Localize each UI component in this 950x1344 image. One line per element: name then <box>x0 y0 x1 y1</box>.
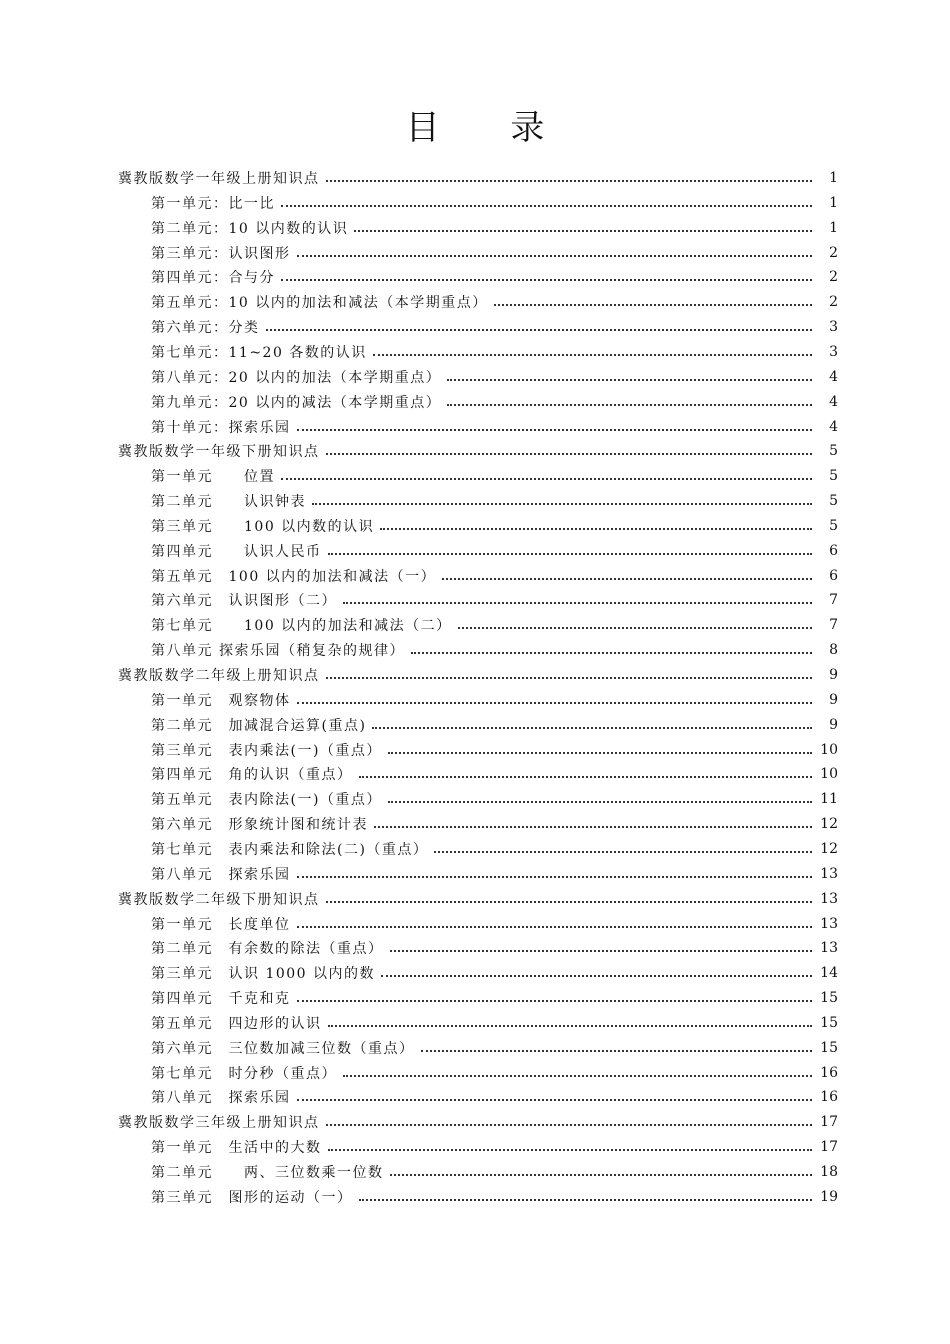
toc-unit-entry[interactable] <box>151 415 838 439</box>
toc-leader-dots <box>390 1174 813 1176</box>
toc-unit-entry[interactable] <box>151 365 838 389</box>
toc-entry-label: 第一单元 生活中的大数 <box>151 1140 322 1157</box>
toc-unit-entry[interactable] <box>151 265 838 289</box>
toc-entry-label: 第八单元：20 以内的加法（本学期重点） <box>151 369 442 386</box>
page-title: 目 录 <box>405 108 575 148</box>
toc-entry-page: 12 <box>820 816 838 833</box>
toc-entry-page: 13 <box>820 915 838 932</box>
toc-unit-entry[interactable] <box>151 588 838 612</box>
toc-entry-page: 1 <box>829 170 838 186</box>
toc-unit-entry[interactable] <box>151 1085 838 1109</box>
toc-entry-label: 第一单元 长度单位 <box>151 916 291 933</box>
toc-entry-page: 11 <box>820 791 838 808</box>
toc-leader-dots <box>326 1124 813 1126</box>
toc-leader-dots <box>388 752 812 754</box>
toc-leader-dots <box>297 255 813 257</box>
toc-entry-page: 15 <box>820 1014 838 1031</box>
toc-entry-page: 6 <box>829 542 838 559</box>
toc-entry-label: 第五单元 表内除法(一)（重点） <box>151 792 382 809</box>
toc-unit-entry[interactable] <box>151 315 838 339</box>
toc-unit-entry[interactable] <box>151 1011 838 1035</box>
toc-entry-page: 7 <box>829 592 838 609</box>
toc-leader-dots <box>281 279 812 281</box>
toc-leader-dots <box>442 578 812 580</box>
toc-unit-entry[interactable] <box>151 762 838 786</box>
toc-leader-dots <box>297 876 813 878</box>
toc-entry-label: 第四单元 千克和克 <box>151 991 291 1008</box>
toc-leader-dots <box>447 404 812 406</box>
toc-unit-entry[interactable] <box>151 241 838 265</box>
toc-entry-label: 冀教版数学二年级下册知识点 <box>118 891 320 908</box>
toc-entry-label: 第九单元：20 以内的减法（本学期重点） <box>151 394 442 411</box>
toc-unit-entry[interactable] <box>151 713 838 737</box>
toc-leader-dots <box>447 379 812 381</box>
toc-leader-dots <box>434 851 812 853</box>
toc-entry-page: 13 <box>820 940 838 957</box>
toc-entry-label: 第三单元 100 以内数的认识 <box>151 518 375 535</box>
toc-section-entry[interactable] <box>118 663 838 687</box>
toc-entry-label: 第五单元 100 以内的加法和减法（一） <box>151 568 437 585</box>
toc-entry-page: 5 <box>829 493 838 510</box>
toc-section-entry[interactable] <box>118 1110 838 1134</box>
toc-entry-label: 第二单元：10 以内数的认识 <box>151 220 349 237</box>
toc-unit-entry[interactable] <box>151 812 838 836</box>
toc-entry-label: 第五单元：10 以内的加法和减法（本学期重点） <box>151 295 488 312</box>
toc-entry-label: 第一单元：比一比 <box>151 195 275 212</box>
toc-leader-dots <box>343 1075 812 1077</box>
toc-entry-page: 5 <box>829 443 838 460</box>
toc-entry-page: 4 <box>829 368 838 385</box>
toc-entry-page: 8 <box>829 642 838 659</box>
toc-leader-dots <box>328 1025 813 1027</box>
toc-unit-entry[interactable] <box>151 1135 838 1159</box>
toc-unit-entry[interactable] <box>151 986 838 1010</box>
toc-leader-dots <box>380 528 812 530</box>
toc-entry-label: 第二单元 有余数的除法（重点） <box>151 941 384 958</box>
toc-unit-entry[interactable] <box>151 1036 838 1060</box>
toc-leader-dots <box>281 205 812 207</box>
toc-entry-label: 第七单元 100 以内的加法和减法（二） <box>151 618 452 635</box>
toc-unit-entry[interactable] <box>151 340 838 364</box>
toc-unit-entry[interactable] <box>151 1185 838 1209</box>
toc-entry-page: 13 <box>820 890 838 907</box>
toc-section-entry[interactable] <box>118 166 838 190</box>
toc-leader-dots <box>297 1000 813 1002</box>
toc-entry-page: 1 <box>829 219 838 236</box>
toc-section-entry[interactable] <box>118 887 838 911</box>
toc-entry-page: 9 <box>829 716 838 733</box>
toc-leader-dots <box>328 553 813 555</box>
toc-unit-entry[interactable] <box>151 638 838 662</box>
toc-unit-entry[interactable] <box>151 290 838 314</box>
toc-entry-label: 第五单元 四边形的认识 <box>151 1015 322 1032</box>
toc-entry-label: 第三单元 表内乘法(一)（重点） <box>151 742 382 759</box>
toc-entry-label: 第六单元 三位数加减三位数（重点） <box>151 1040 415 1057</box>
toc-unit-entry[interactable] <box>151 539 838 563</box>
toc-entry-label: 第三单元：认识图形 <box>151 245 291 262</box>
toc-leader-dots <box>328 1149 813 1151</box>
toc-entry-page: 6 <box>829 567 838 584</box>
toc-leader-dots <box>312 503 812 505</box>
toc-unit-entry[interactable] <box>151 787 838 811</box>
toc-leader-dots <box>421 1050 813 1052</box>
toc-unit-entry[interactable] <box>151 912 838 936</box>
toc-leader-dots <box>297 926 813 928</box>
toc-unit-entry[interactable] <box>151 191 838 215</box>
toc-entry-page: 2 <box>829 269 838 286</box>
toc-entry-page: 10 <box>820 766 838 783</box>
toc-entry-page: 16 <box>820 1089 838 1106</box>
toc-unit-entry[interactable] <box>151 688 838 712</box>
toc-entry-page: 16 <box>820 1064 838 1081</box>
toc-leader-dots <box>326 453 813 455</box>
toc-entry-page: 4 <box>829 393 838 410</box>
toc-leader-dots <box>266 329 813 331</box>
toc-entry-label: 第八单元 探索乐园 <box>151 866 291 883</box>
toc-entry-label: 冀教版数学三年级上册知识点 <box>118 1115 320 1132</box>
toc-entry-page: 1 <box>829 194 838 211</box>
toc-leader-dots <box>343 602 812 604</box>
toc-unit-entry[interactable] <box>151 564 838 588</box>
toc-entry-label: 第三单元 认识 1000 以内的数 <box>151 966 376 983</box>
toc-entry-page: 17 <box>820 1139 838 1156</box>
toc-leader-dots <box>390 950 813 952</box>
toc-unit-entry[interactable] <box>151 1160 838 1184</box>
toc-entry-label: 第六单元：分类 <box>151 320 260 337</box>
toc-leader-dots <box>374 826 812 828</box>
toc-entry-page: 3 <box>829 343 838 360</box>
toc-entry-label: 第八单元 探索乐园（稍复杂的规律） <box>151 643 405 660</box>
toc-section-entry[interactable] <box>118 439 838 463</box>
toc-entry-label: 冀教版数学一年级下册知识点 <box>118 444 320 461</box>
toc-unit-entry[interactable] <box>151 961 838 985</box>
toc-entry-page: 18 <box>820 1164 838 1180</box>
toc-entry-label: 第七单元 表内乘法和除法(二)（重点） <box>151 841 429 858</box>
toc-leader-dots <box>388 801 812 803</box>
toc-entry-page: 9 <box>829 691 838 708</box>
toc-entry-page: 12 <box>820 840 838 857</box>
toc-entry-label: 第二单元 认识钟表 <box>151 494 306 511</box>
toc-entry-page: 14 <box>820 965 838 982</box>
toc-unit-entry[interactable] <box>151 862 838 886</box>
toc-entry-label: 冀教版数学二年级上册知识点 <box>118 668 320 684</box>
toc-entry-page: 4 <box>829 418 838 435</box>
toc-entry-label: 第八单元 探索乐园 <box>151 1090 291 1107</box>
toc-leader-dots <box>297 702 813 704</box>
toc-unit-entry[interactable] <box>151 936 838 960</box>
toc-entry-page: 5 <box>829 468 838 485</box>
toc-entry-label: 第四单元 角的认识（重点） <box>151 767 353 784</box>
toc-entry-page: 3 <box>829 319 838 336</box>
toc-entry-label: 第二单元 加减混合运算(重点) <box>151 717 367 734</box>
toc-entry-label: 第一单元 位置 <box>151 469 275 486</box>
toc-entry-label: 第十单元：探索乐园 <box>151 419 291 436</box>
toc-entry-label: 第三单元 图形的运动（一） <box>151 1189 353 1206</box>
toc-entry-label: 第六单元 形象统计图和统计表 <box>151 817 368 834</box>
toc-entry-label: 冀教版数学一年级上册知识点 <box>118 171 320 187</box>
toc-leader-dots <box>354 230 812 232</box>
toc-unit-entry[interactable] <box>151 837 838 861</box>
toc-unit-entry[interactable] <box>151 738 838 762</box>
toc-leader-dots <box>297 1099 813 1101</box>
toc-unit-entry[interactable] <box>151 390 838 414</box>
toc-entry-label: 第六单元 认识图形（二） <box>151 593 337 610</box>
toc-entry-page: 5 <box>829 517 838 534</box>
toc-leader-dots <box>411 652 812 654</box>
toc-unit-entry[interactable] <box>151 489 838 513</box>
toc-entry-page: 15 <box>820 1039 838 1056</box>
toc-entry-label: 第二单元 两、三位数乘一位数 <box>151 1165 384 1181</box>
toc-leader-dots <box>494 304 812 306</box>
toc-entry-page: 7 <box>829 617 838 634</box>
toc-unit-entry[interactable] <box>151 216 838 240</box>
toc-leader-dots <box>281 478 812 480</box>
toc-entry-page: 2 <box>829 244 838 261</box>
toc-entry-page: 2 <box>829 294 838 311</box>
toc-entry-page: 9 <box>829 667 838 683</box>
toc-leader-dots <box>326 180 813 182</box>
toc-unit-entry[interactable] <box>151 514 838 538</box>
toc-leader-dots <box>372 727 812 729</box>
toc-unit-entry[interactable] <box>151 1061 838 1085</box>
toc-entry-page: 19 <box>820 1188 838 1205</box>
toc-entry-page: 15 <box>820 990 838 1007</box>
toc-unit-entry[interactable] <box>151 613 838 637</box>
toc-unit-entry[interactable] <box>151 464 838 488</box>
toc-leader-dots <box>359 1199 813 1201</box>
toc-entry-label: 第七单元：11~20 各数的认识 <box>151 344 367 361</box>
toc-leader-dots <box>458 627 812 629</box>
toc-leader-dots <box>373 354 812 356</box>
toc-entry-label: 第四单元 认识人民币 <box>151 543 322 560</box>
toc-entry-label: 第四单元：合与分 <box>151 270 275 287</box>
toc-leader-dots <box>297 429 813 431</box>
toc-leader-dots <box>381 975 812 977</box>
toc-entry-page: 10 <box>820 741 838 758</box>
toc-entry-label: 第一单元 观察物体 <box>151 692 291 709</box>
toc-entry-label: 第七单元 时分秒（重点） <box>151 1065 337 1082</box>
toc-leader-dots <box>326 677 813 679</box>
toc-leader-dots <box>326 901 813 903</box>
toc-entry-page: 13 <box>820 865 838 882</box>
toc-leader-dots <box>359 776 813 778</box>
toc-entry-page: 17 <box>820 1114 838 1131</box>
